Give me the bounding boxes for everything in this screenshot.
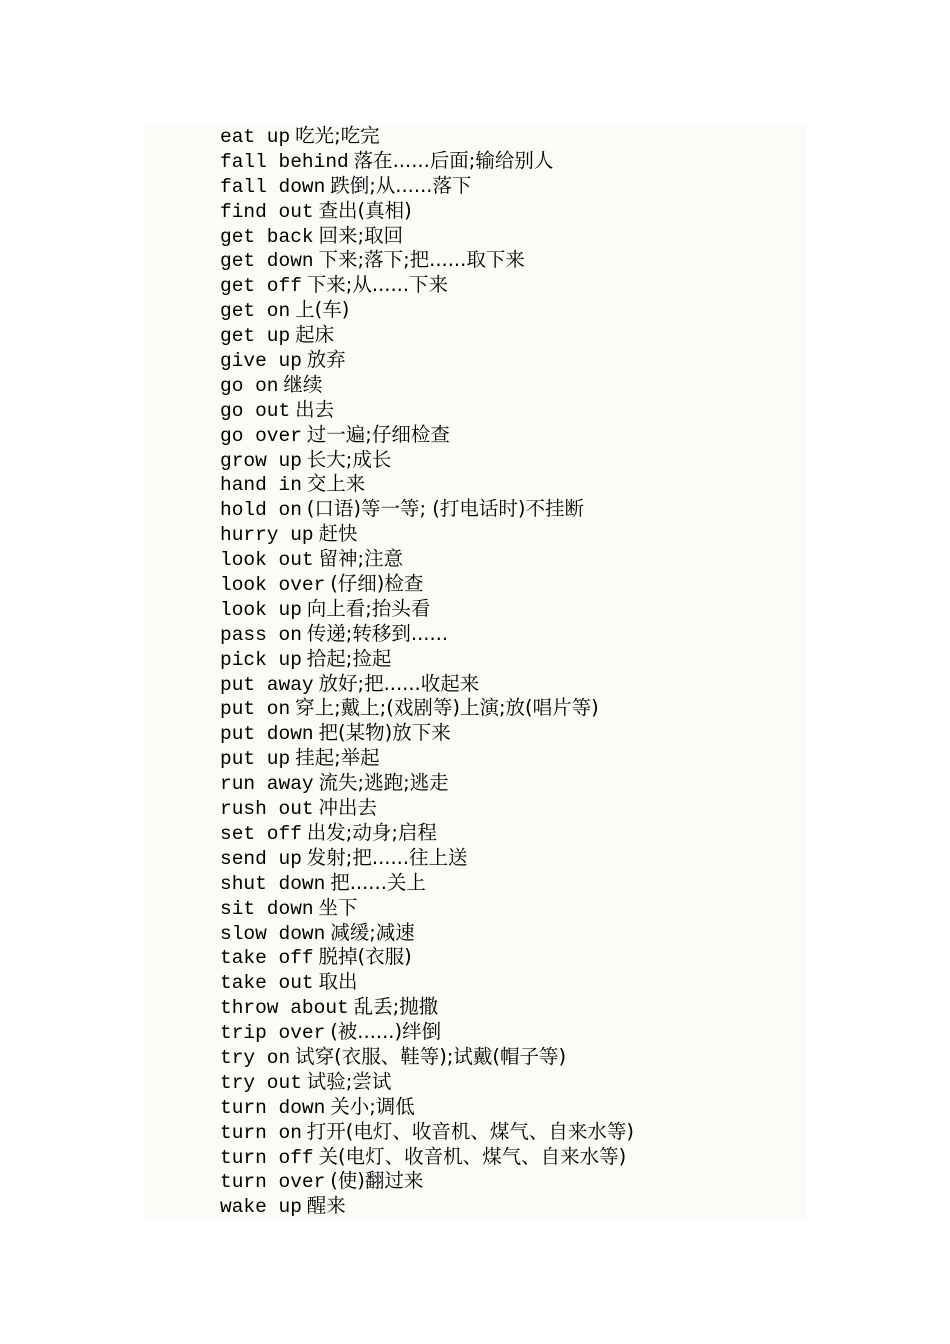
- list-item: [220, 672, 634, 697]
- list-item: [220, 497, 634, 522]
- list-item: [220, 796, 634, 821]
- list-item: [220, 199, 634, 224]
- phrase-text: go over: [220, 424, 302, 447]
- meaning-text: 起床: [295, 323, 335, 347]
- phrase-text: eat up: [220, 126, 291, 148]
- list-item: [220, 1070, 634, 1095]
- list-item: [220, 224, 634, 249]
- list-item: [220, 398, 634, 423]
- phrase-text: find out: [220, 200, 314, 223]
- meaning-text: 脱掉(衣服): [318, 945, 412, 969]
- phrase-text: hold on: [220, 499, 302, 522]
- phrase-text: put up: [220, 748, 291, 771]
- meaning-text: 跌倒;从......落下: [330, 173, 472, 197]
- list-item: [220, 572, 634, 597]
- list-item: [220, 348, 634, 373]
- meaning-text: 查出(真相): [318, 198, 412, 222]
- list-item: [220, 871, 634, 896]
- phrase-list: [220, 124, 634, 1219]
- phrase-text: take out: [220, 972, 314, 995]
- list-item: [220, 597, 634, 622]
- meaning-text: 传递;转移到......: [306, 621, 449, 645]
- list-item: [220, 448, 634, 473]
- meaning-text: 乱丢;抛撒: [353, 995, 439, 1019]
- phrase-text: trip over: [220, 1022, 326, 1045]
- meaning-text: 把......关上: [330, 870, 426, 894]
- meaning-text: 挂起;举起: [295, 746, 380, 770]
- list-item: [220, 821, 634, 846]
- list-item: [220, 124, 634, 149]
- meaning-text: 继续: [283, 372, 323, 396]
- list-item: [220, 273, 634, 298]
- meaning-text: 打开(电灯、收音机、煤气、自来水等): [306, 1119, 635, 1143]
- list-item: [220, 373, 634, 398]
- meaning-text: 试验;尝试: [306, 1069, 392, 1093]
- list-item: [220, 622, 634, 647]
- phrase-text: grow up: [220, 449, 302, 472]
- meaning-text: (口语)等一等; (打电话时)不挂断: [306, 497, 584, 521]
- phrase-text: give up: [220, 350, 302, 373]
- meaning-text: 穿上;戴上;(戏剧等)上演;放(唱片等): [295, 696, 599, 720]
- list-item: [220, 423, 634, 448]
- phrase-text: go out: [220, 399, 291, 422]
- list-item: [220, 149, 634, 174]
- meaning-text: 留神;注意: [318, 547, 404, 571]
- list-item: [220, 174, 634, 199]
- meaning-text: 关小;调低: [330, 1094, 415, 1118]
- meaning-text: 减缓;减速: [330, 920, 415, 944]
- list-item: [220, 647, 634, 672]
- list-item: [220, 1145, 634, 1170]
- list-item: [220, 522, 634, 547]
- list-item: [220, 945, 634, 970]
- phrase-text: fall behind: [220, 150, 349, 173]
- list-item: [220, 1020, 634, 1045]
- phrase-text: slow down: [220, 922, 326, 945]
- list-item: [220, 1194, 634, 1219]
- meaning-text: 吃光;吃完: [295, 124, 380, 147]
- meaning-text: 坐下: [318, 895, 358, 919]
- meaning-text: 放弃: [306, 348, 346, 372]
- meaning-text: 回来;取回: [318, 223, 404, 247]
- phrase-text: turn on: [220, 1121, 302, 1144]
- list-item: [220, 547, 634, 572]
- list-item: [220, 323, 634, 348]
- meaning-text: 下来;落下;把......取下来: [318, 248, 525, 272]
- phrase-text: hurry up: [220, 524, 314, 547]
- meaning-text: (使)翻过来: [330, 1169, 424, 1193]
- phrase-text: look up: [220, 598, 302, 621]
- phrase-text: send up: [220, 847, 302, 870]
- phrase-text: turn over: [220, 1171, 326, 1194]
- phrase-text: turn off: [220, 1146, 314, 1169]
- phrase-text: hand in: [220, 474, 302, 497]
- phrase-text: set off: [220, 822, 302, 845]
- meaning-text: 向上看;抬头看: [306, 596, 431, 620]
- meaning-text: 关(电灯、收音机、煤气、自来水等): [318, 1144, 627, 1168]
- meaning-text: 长大;成长: [306, 447, 392, 471]
- meaning-text: (被......)绊倒: [330, 1020, 442, 1044]
- phrase-text: rush out: [220, 798, 314, 821]
- list-item: [220, 1120, 634, 1145]
- list-item: [220, 721, 634, 746]
- meaning-text: 交上来: [306, 472, 366, 496]
- meaning-text: 取出: [318, 970, 358, 994]
- phrase-text: pass on: [220, 623, 302, 646]
- phrase-text: get on: [220, 300, 291, 323]
- phrase-text: sit down: [220, 897, 314, 920]
- phrase-text: fall down: [220, 175, 326, 198]
- meaning-text: 醒来: [306, 1194, 346, 1218]
- list-item: [220, 248, 634, 273]
- list-item: [220, 298, 634, 323]
- phrase-text: go on: [220, 374, 279, 397]
- list-item: [220, 771, 634, 796]
- list-item: [220, 970, 634, 995]
- phrase-text: try on: [220, 1046, 291, 1069]
- meaning-text: 上(车): [295, 298, 350, 322]
- phrase-text: put away: [220, 673, 314, 696]
- phrase-text: get up: [220, 325, 291, 348]
- list-item: [220, 1095, 634, 1120]
- meaning-text: (仔细)检查: [330, 572, 424, 596]
- meaning-text: 落在......后面;输给别人: [353, 148, 554, 172]
- meaning-text: 把(某物)放下来: [318, 721, 451, 745]
- phrase-text: try out: [220, 1071, 302, 1094]
- list-item: [220, 1045, 634, 1070]
- phrase-text: wake up: [220, 1196, 302, 1219]
- list-item: [220, 921, 634, 946]
- list-item: [220, 896, 634, 921]
- phrase-text: throw about: [220, 997, 349, 1020]
- phrase-text: take off: [220, 947, 314, 970]
- list-item: [220, 995, 634, 1020]
- meaning-text: 出发;动身;启程: [306, 820, 437, 844]
- meaning-text: 发射;把......往上送: [306, 845, 468, 869]
- phrase-text: run away: [220, 773, 314, 796]
- meaning-text: 冲出去: [318, 796, 378, 820]
- phrase-text: get off: [220, 275, 302, 298]
- list-item: [220, 696, 634, 721]
- meaning-text: 下来;从......下来: [306, 273, 449, 297]
- list-item: [220, 846, 634, 871]
- phrase-text: put down: [220, 723, 314, 746]
- meaning-text: 过一遍;仔细检查: [306, 422, 450, 446]
- phrase-text: look out: [220, 549, 314, 572]
- phrase-text: shut down: [220, 872, 326, 895]
- phrase-text: put on: [220, 698, 291, 721]
- phrase-text: get back: [220, 225, 314, 248]
- phrase-text: look over: [220, 574, 326, 597]
- list-item: [220, 1169, 634, 1194]
- list-item: [220, 472, 634, 497]
- list-item: [220, 746, 634, 771]
- meaning-text: 放好;把......收起来: [318, 671, 480, 695]
- meaning-text: 赶快: [318, 522, 358, 546]
- meaning-text: 拾起;捡起: [306, 646, 392, 670]
- phrase-text: turn down: [220, 1096, 326, 1119]
- meaning-text: 试穿(衣服、鞋等);试戴(帽子等): [295, 1044, 567, 1068]
- meaning-text: 流失;逃跑;逃走: [318, 771, 449, 795]
- phrase-text: pick up: [220, 648, 302, 671]
- meaning-text: 出去: [295, 397, 335, 421]
- phrase-text: get down: [220, 250, 314, 273]
